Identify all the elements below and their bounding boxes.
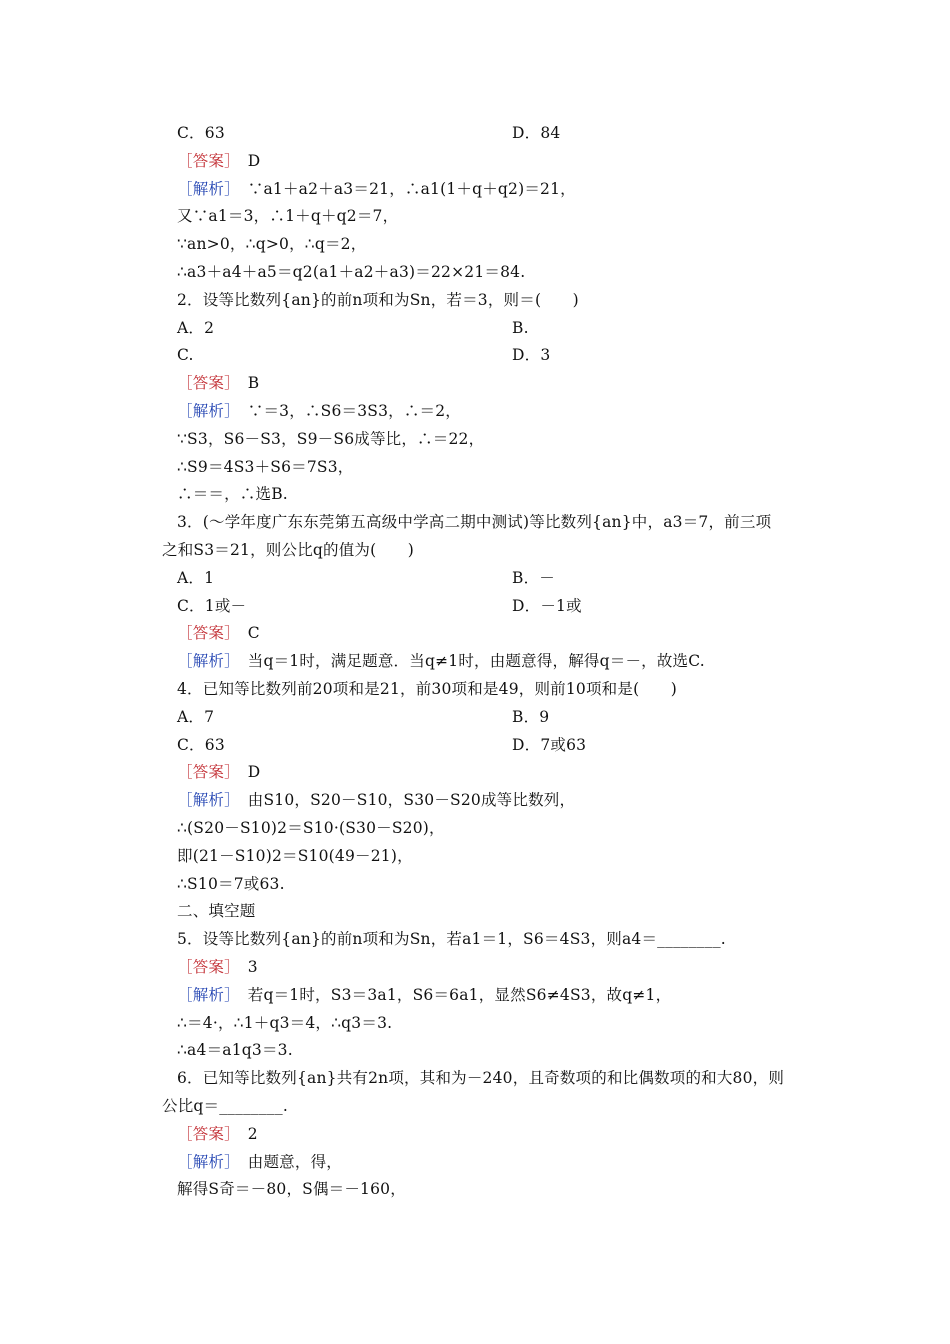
text-line: ∵an>0，∴q>0，∴q＝2， (177, 235, 367, 254)
line-text: ∵a1＋a2＋a3＝21，∴a1(1＋q＋q2)＝21， (232, 179, 576, 198)
text-line: ∴＝＝，∴选B. (177, 485, 288, 504)
analysis-tag: ［解析］ (177, 985, 233, 1004)
option-left: C．63 (177, 735, 225, 754)
answer-tag: ［答案］ (177, 624, 233, 643)
text-line: 即(21－S10)2＝S10(49－21)， (177, 846, 413, 865)
analysis-line (177, 789, 575, 811)
analysis-tag: ［解析］ (177, 402, 233, 420)
option-right: B. (512, 318, 529, 337)
line-text: 由S10，S20－S10，S30－S20成等比数列， (232, 791, 576, 810)
line-text: 由题意，得， (232, 1152, 342, 1171)
answer-line (177, 372, 259, 394)
line-text: 若q＝1时，S3＝3a1，S6＝6a1，显然S6≠4S3，故q≠1， (232, 985, 672, 1004)
option-right: B．－ (512, 568, 555, 587)
text-line: 3．(～学年度广东东莞第五高级中学高二期中测试)等比数列{an}中，a3＝7，前三项 (177, 513, 772, 532)
option-left: A．7 (177, 707, 215, 726)
analysis-tag: ［解析］ (177, 652, 233, 671)
line-text: D (232, 763, 261, 782)
answer-tag: ［答案］ (177, 763, 233, 782)
option-right: B．9 (512, 707, 550, 726)
text-line: 公比q＝________. (162, 1097, 288, 1115)
text-line: 2．设等比数列{an}的前n项和为Sn，若＝3，则＝( ) (177, 290, 579, 309)
answer-line (177, 622, 260, 644)
text-line: ∴＝4·，∴1＋q3＝4，∴q3＝3. (177, 1013, 393, 1032)
option-right: D．3 (512, 346, 551, 365)
text-line: 又∵a1＝3，∴1＋q＋q2＝7， (177, 207, 399, 226)
analysis-line (177, 984, 671, 1006)
answer-line (177, 150, 260, 172)
line-text: C (232, 624, 260, 643)
option-left: A．2 (177, 318, 215, 337)
line-text: D (232, 151, 261, 170)
text-line: 5．设等比数列{an}的前n项和为Sn，若a1＝1，S6＝4S3，则a4＝________. (177, 930, 726, 949)
line-text: 3 (232, 958, 258, 976)
analysis-line (177, 650, 705, 672)
line-text: 2 (232, 1124, 258, 1143)
answer-tag: ［答案］ (177, 958, 233, 976)
option-left: A．1 (177, 568, 215, 587)
answer-tag: ［答案］ (177, 151, 233, 170)
option-right: D．7或63 (512, 735, 587, 754)
text-line: 4．已知等比数列前20项和是21，前30项和是49，则前10项和是( ) (177, 680, 677, 698)
analysis-line (177, 400, 461, 422)
text-line: ∴(S20－S10)2＝S10·(S30－S20)， (177, 819, 445, 837)
analysis-tag: ［解析］ (177, 1152, 233, 1171)
analysis-tag: ［解析］ (177, 791, 233, 810)
answer-line (177, 956, 258, 978)
text-line: ∴a3＋a4＋a5＝q2(a1＋a2＋a3)＝22×21＝84. (177, 263, 526, 281)
answer-tag: ［答案］ (177, 1124, 233, 1143)
text-line: ∵S3，S6－S3，S9－S6成等比，∴＝22， (177, 429, 485, 448)
option-right: D．84 (512, 124, 561, 142)
analysis-line (177, 1151, 342, 1173)
text-line: ∴S10＝7或63. (177, 874, 285, 893)
text-line: 之和S3＝21，则公比q的值为( ) (162, 541, 415, 559)
option-left: C．1或－ (177, 596, 247, 615)
line-text: 当q＝1时，满足题意．当q≠1时，由题意得，解得q＝－，故选C. (232, 652, 705, 671)
answer-line (177, 1123, 258, 1145)
analysis-tag: ［解析］ (177, 179, 233, 198)
text-line: 二、填空题 (177, 902, 256, 921)
line-text: B (232, 374, 260, 393)
answer-line (177, 761, 260, 783)
option-left: C．63 (177, 124, 225, 142)
line-text: ∵＝3，∴S6＝3S3，∴＝2， (232, 402, 462, 420)
option-left: C. (177, 346, 194, 365)
analysis-line (177, 178, 576, 200)
text-line: ∴S9＝4S3＋S6＝7S3， (177, 457, 354, 476)
text-line: 6．已知等比数列{an}共有2n项，其和为－240，且奇数项的和比偶数项的和大80，则 (177, 1069, 785, 1088)
option-right: D．－1或 (512, 596, 582, 615)
text-line: 解得S奇＝－80，S偶＝－160， (177, 1180, 406, 1199)
answer-tag: ［答案］ (177, 374, 233, 393)
text-line: ∴a4＝a1q3＝3. (177, 1041, 293, 1060)
